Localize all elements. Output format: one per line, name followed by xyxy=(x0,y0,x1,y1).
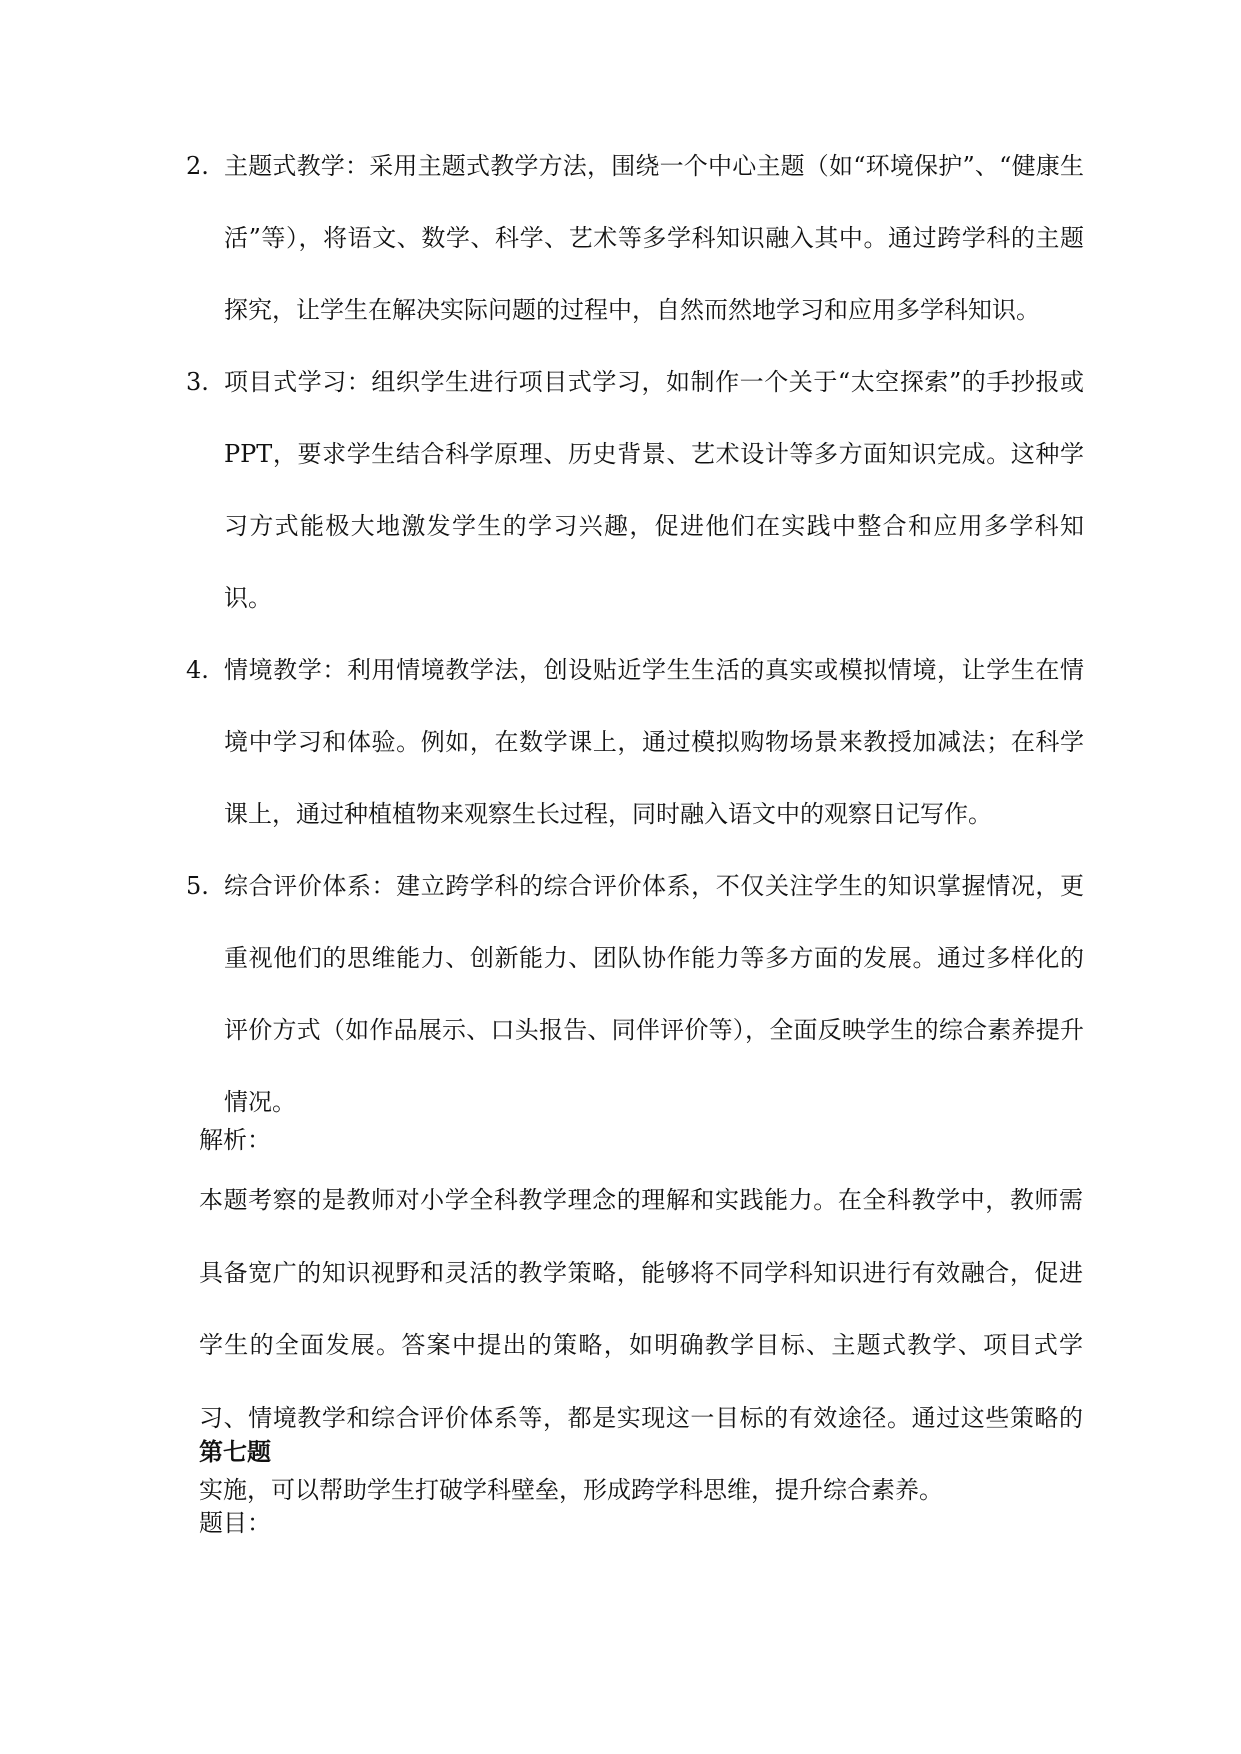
list-item-5 xyxy=(186,850,1086,1138)
list-item-text: 主题式教学：采用主题式教学方法，围绕一个中心主题（如“环境保护”、“健康生活”等），将语文、数学、科学、艺术等多学科知识融入其中。通过跨学科的主题探究，让学生在解决实际问题的过程中，自然而然地学习和应用多学科知识。 xyxy=(224,152,1084,324)
list-item-text: 综合评价体系：建立跨学科的综合评价体系，不仅关注学生的知识掌握情况，更重视他们的思维能力、创新能力、团队协作能力等多方面的发展。通过多样化的评价方式（如作品展示、口头报告、同伴评价等），全面反映学生的综合素养提升情况。 xyxy=(224,872,1084,1116)
list-item-4 xyxy=(186,634,1086,850)
list-item-2 xyxy=(186,130,1086,346)
list-item-number: 2. xyxy=(186,152,209,180)
list-item-text: 项目式学习：组织学生进行项目式学习，如制作一个关于“太空探索”的手抄报或 PPT，要求学生结合科学原理、历史背景、艺术设计等多方面知识完成。这种学习方式能极大地激发学生的学习兴趣，促进他们在实践中整合和应用多学科知识。 xyxy=(224,368,1084,612)
analysis-label: 解析： xyxy=(199,1126,271,1154)
analysis-body: 本题考察的是教师对小学全科教学理念的理解和实践能力。在全科教学中，教师需具备宽广的知识视野和灵活的教学策略，能够将不同学科知识进行有效融合，促进学生的全面发展。答案中提出的策略，如明确教学目标、主题式教学、项目式学习、情境教学和综合评价体系等，都是实现这一目标的有效途径。通过这些策略的实施，可以帮助学生打破学科壁垒，形成跨学科思维，提升综合素养。 xyxy=(199,1186,1083,1504)
list-item-number: 3. xyxy=(186,368,209,396)
list-item-number: 5. xyxy=(186,872,209,900)
question-heading: 第七题 xyxy=(199,1437,271,1466)
list-item-3 xyxy=(186,346,1086,634)
question-label: 题目： xyxy=(199,1509,271,1537)
list-item-text: 情境教学：利用情境教学法，创设贴近学生生活的真实或模拟情境，让学生在情境中学习和体验。例如，在数学课上，通过模拟购物场景来教授加减法；在科学课上，通过种植植物来观察生长过程，同时融入语文中的观察日记写作。 xyxy=(224,656,1084,828)
list-item-number: 4. xyxy=(186,656,209,684)
